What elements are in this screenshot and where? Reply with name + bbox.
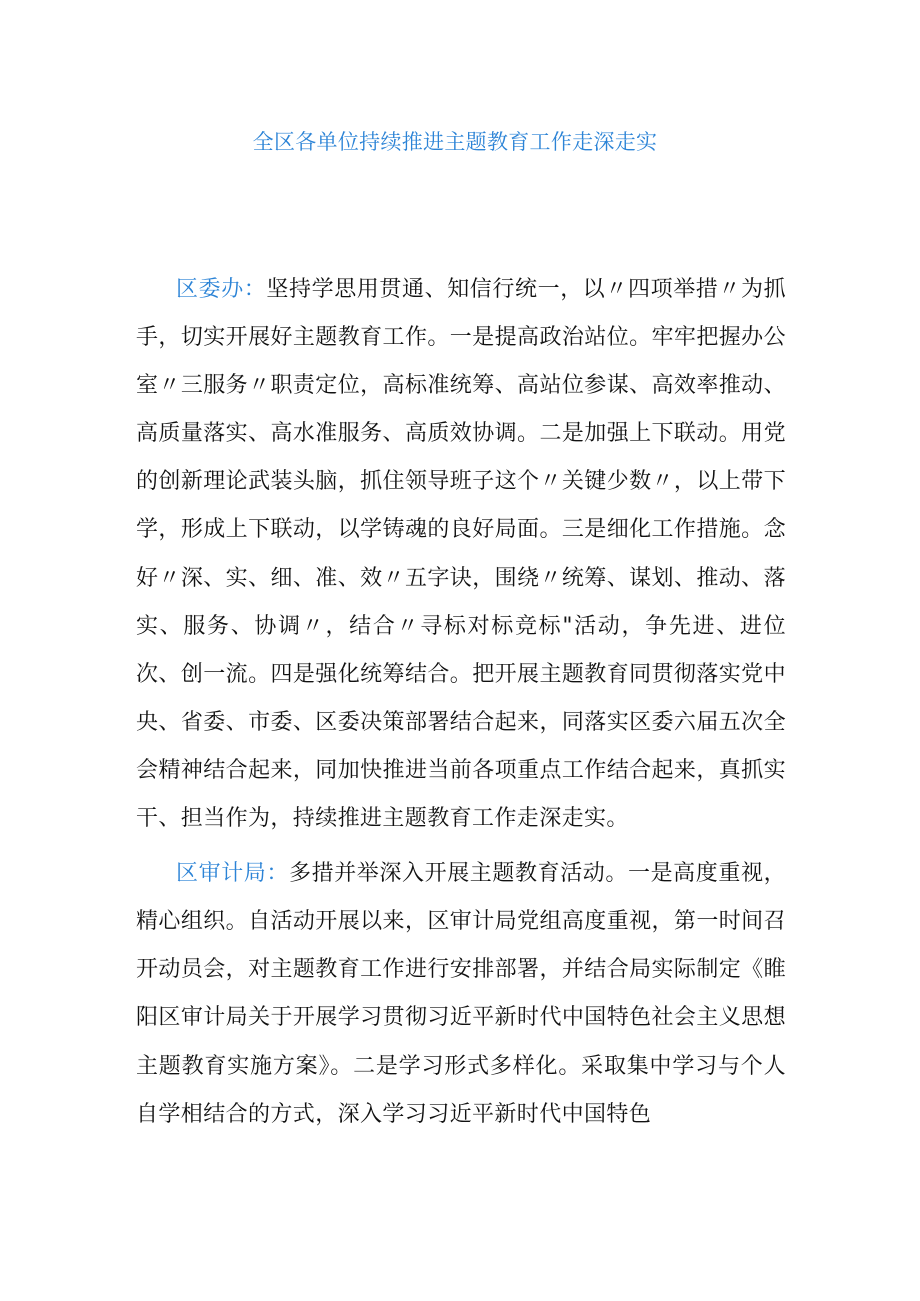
paragraph-text: 坚持学思用贯通、知信行统一，以〃四项举措〃为抓手，切实开展好主题教育工作。一是提高政治站位。牢牢把握办公室〃三服务〃职责定位，高标准统筹、高站位参谋、高效率推动、高质量落实、高水准服务、高质效协调。二是加强上下联动。用党的创新理论武装头脑，抓住领导班子这个〃关键少数〃，以上带下学，形成上下联动，以学铸魂的良好局面。三是细化工作措施。念好〃深、实、细、准、效〃五字诀，围绕〃统筹、谋划、推动、落实、服务、协调〃，结合〃寻标对标竞标"活动，争先进、进位次、创一流。四是强化统筹结合。把开展主题教育同贯彻落实党中央、省委、市委、区委决策部署结合起来，同落实区委六届五次全会精神结合起来，同加快推进当前各项重点工作结合起来，真抓实干、担当作为，持续推进主题教育工作走深走实。 [136, 277, 786, 832]
paragraph-district-committee-office [136, 266, 786, 843]
unit-name: 区委办： [176, 277, 267, 302]
unit-name: 区审计局： [176, 861, 289, 887]
paragraph-text: 多措并举深入开展主题教育活动。一是高度重视，精心组织。自活动开展以来，区审计局党组高度重视，第一时间召开动员会，对主题教育工作进行安排部署，并结合局实际制定《睢阳区审计局关于开展学习贯彻习近平新时代中国特色社会主义思想主题教育实施方案》。二是学习形式多样化。采取集中学习与个人自学相结合的方式，深入学习习近平新时代中国特色 [136, 861, 786, 1127]
paragraph-district-audit-bureau [136, 850, 786, 1139]
document-body [136, 266, 786, 1146]
document-title: 全区各单位持续推进主题教育工作走深走实 [252, 130, 658, 154]
